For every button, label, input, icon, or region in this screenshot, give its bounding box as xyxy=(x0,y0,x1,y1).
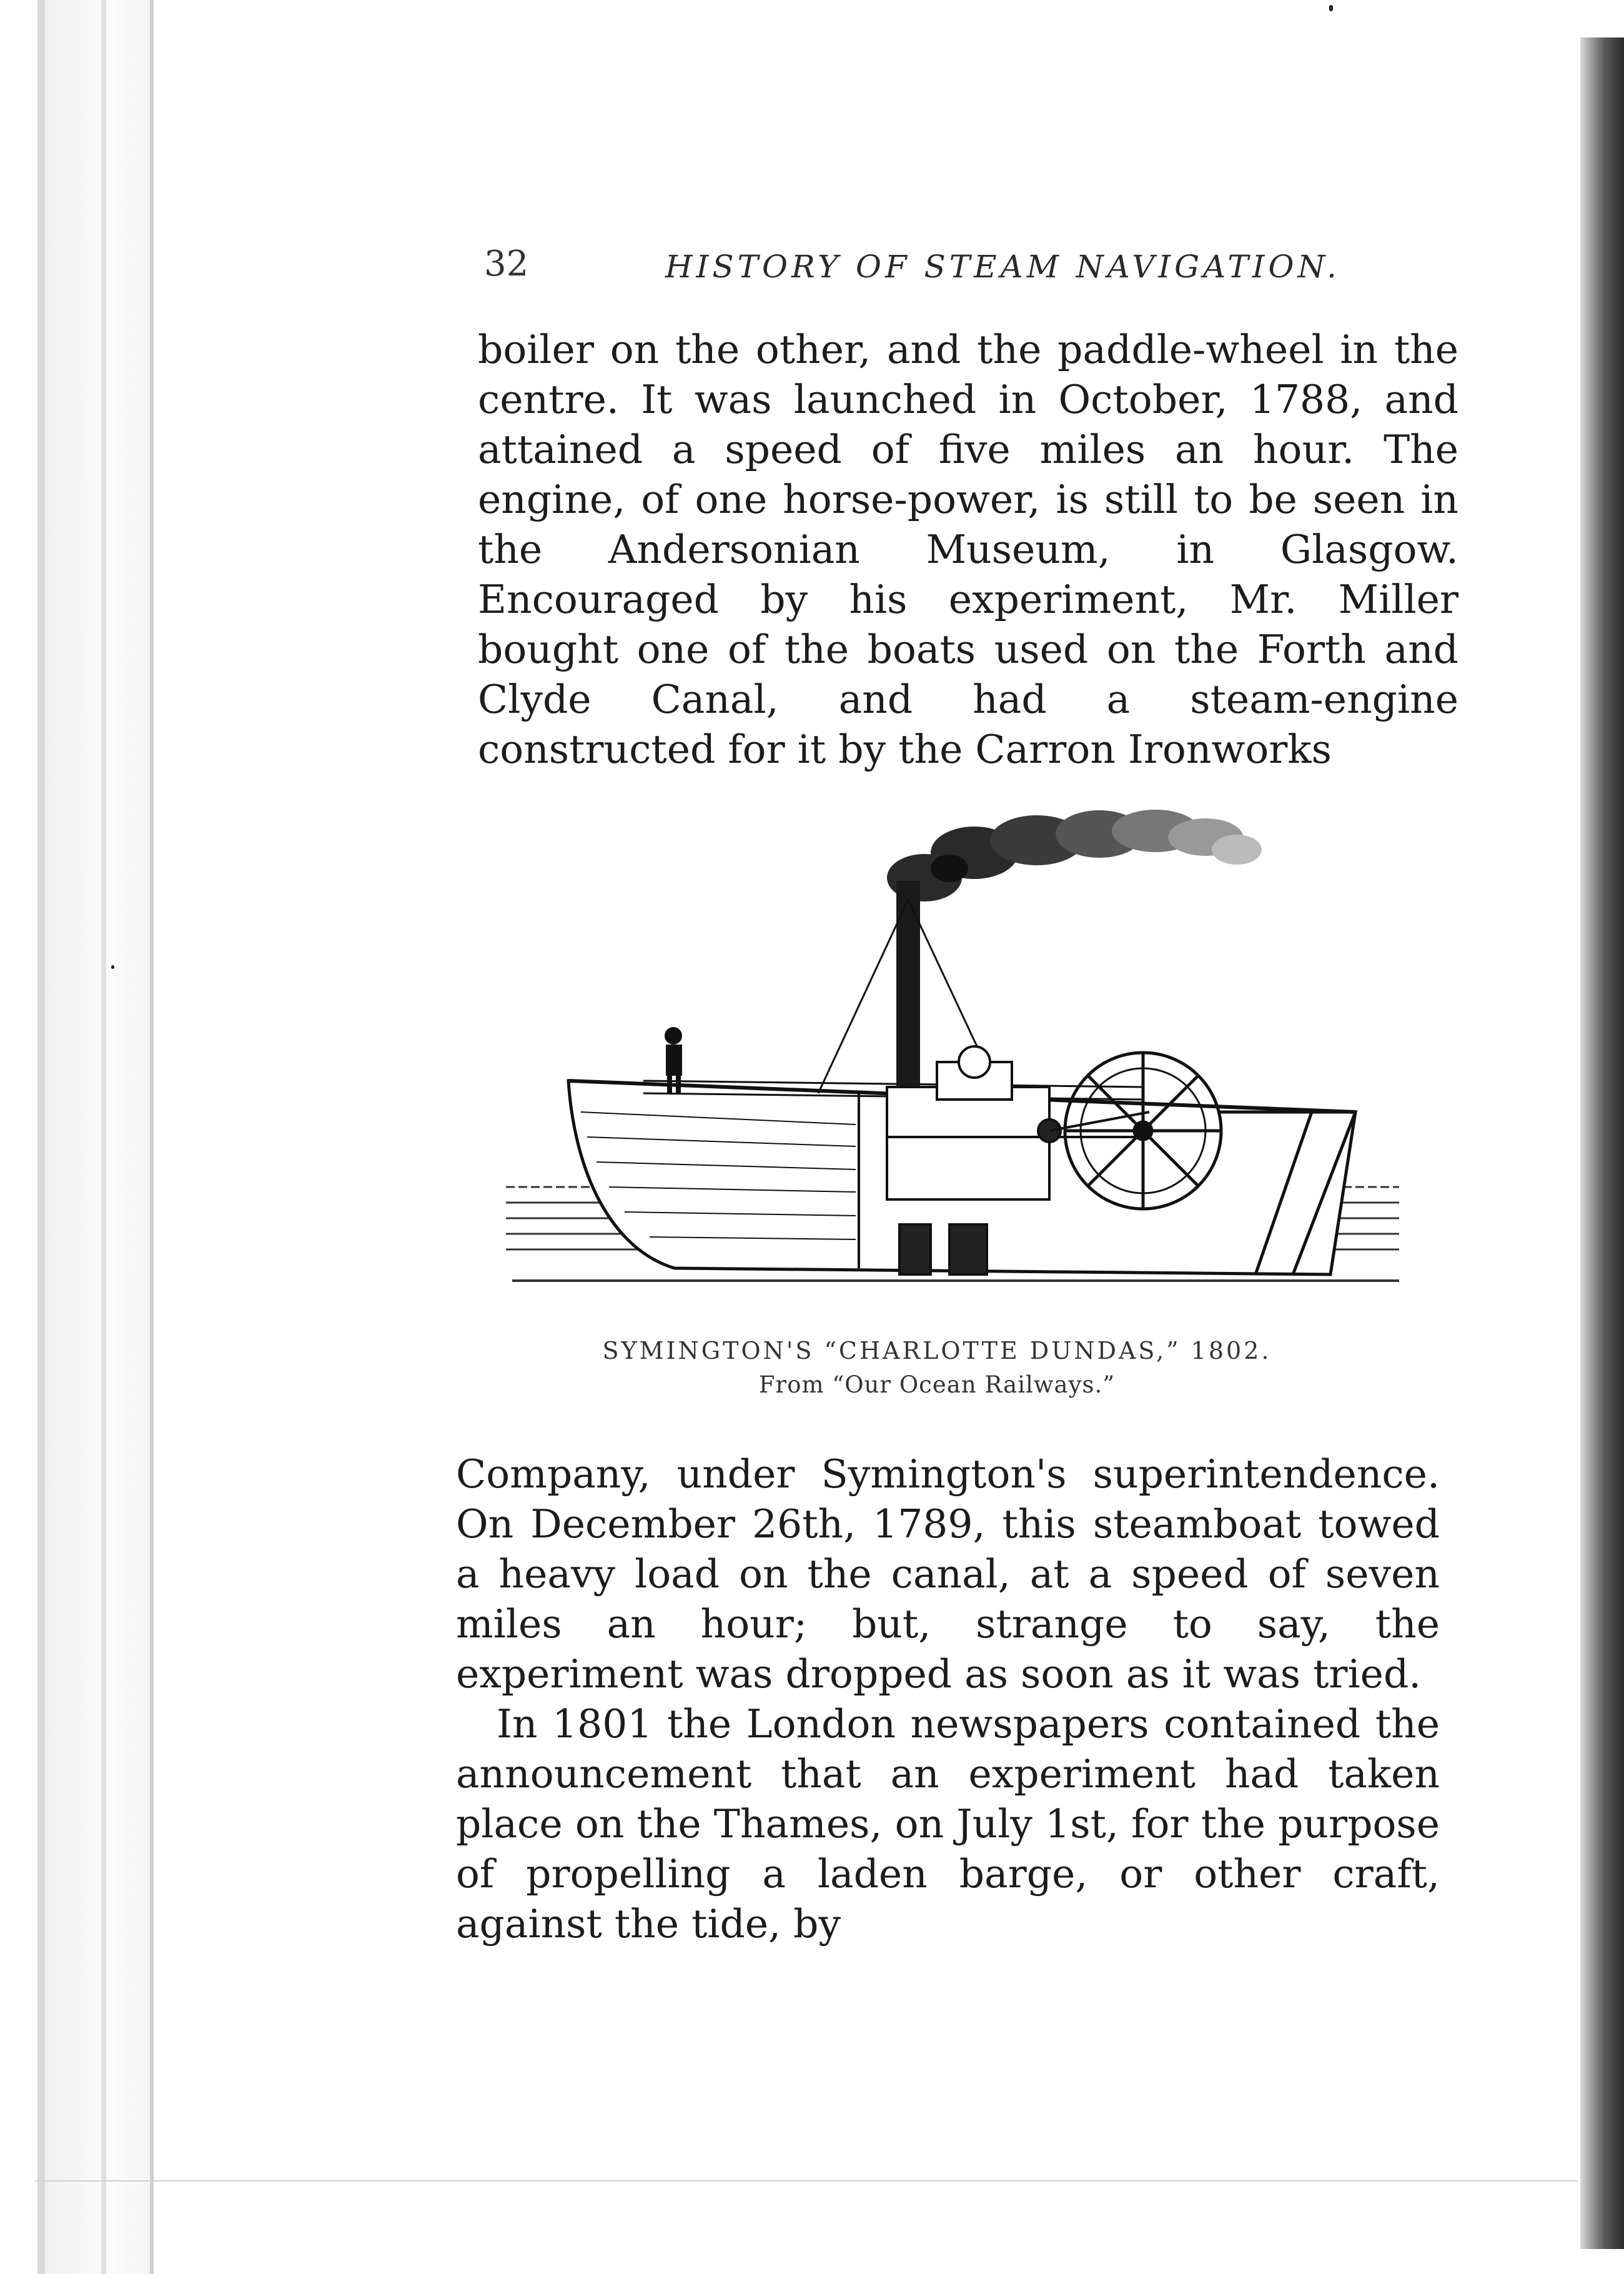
smoke-icon xyxy=(887,810,1262,901)
paragraph: In 1801 the London newspapers contained the announcement that an experiment had taken place on the Thames, on July 1st, for the purpose of propelling a laden barge, or other craft, against the tide, by xyxy=(456,1701,1440,1947)
page-curl-shadow xyxy=(1580,37,1624,2249)
text-block-top xyxy=(478,325,1458,775)
binding-edge xyxy=(45,0,101,2274)
binding-edge xyxy=(101,0,106,2274)
binding-edge xyxy=(106,0,150,2274)
page-bottom-edge xyxy=(35,2180,1578,2182)
paragraph: boiler on the other, and the paddle-wheel in the centre. It was launched in October, 1788, and attained a speed of five miles an hour. The engine, of one horse-power, is still to be seen in the Andersonian Museum, in Glasgow. Encouraged by his experiment, Mr. Miller bought one of the boats used on the Forth and Clyde Canal, and had a steam-engine constructed for it by the Carron Ironworks xyxy=(478,327,1458,772)
text-block-bottom xyxy=(456,1449,1440,1949)
scan-speck xyxy=(111,965,114,969)
page-number: 32 xyxy=(484,244,529,284)
running-title: HISTORY OF STEAM NAVIGATION. xyxy=(665,249,1340,285)
paddle-wheel xyxy=(1065,1053,1221,1209)
paragraph: Company, under Symington's superintendence. On December 26th, 1789, this steamboat towed a heavy load on the canal, at a speed of seven miles an hour; but, strange to say, the experiment was dropped as soon as it was tried. xyxy=(456,1451,1440,1697)
page-margin xyxy=(0,0,37,2274)
scan-speck xyxy=(1329,5,1333,11)
binding-edge xyxy=(150,0,154,2274)
figure-source: From “Our Ocean Railways.” xyxy=(758,1371,1116,1398)
running-head xyxy=(484,244,1371,294)
steamboat-illustration xyxy=(500,787,1412,1318)
figure-caption: SYMINGTON'S “CHARLOTTE DUNDAS,” 1802. xyxy=(602,1337,1272,1364)
binding-edge xyxy=(37,0,45,2274)
